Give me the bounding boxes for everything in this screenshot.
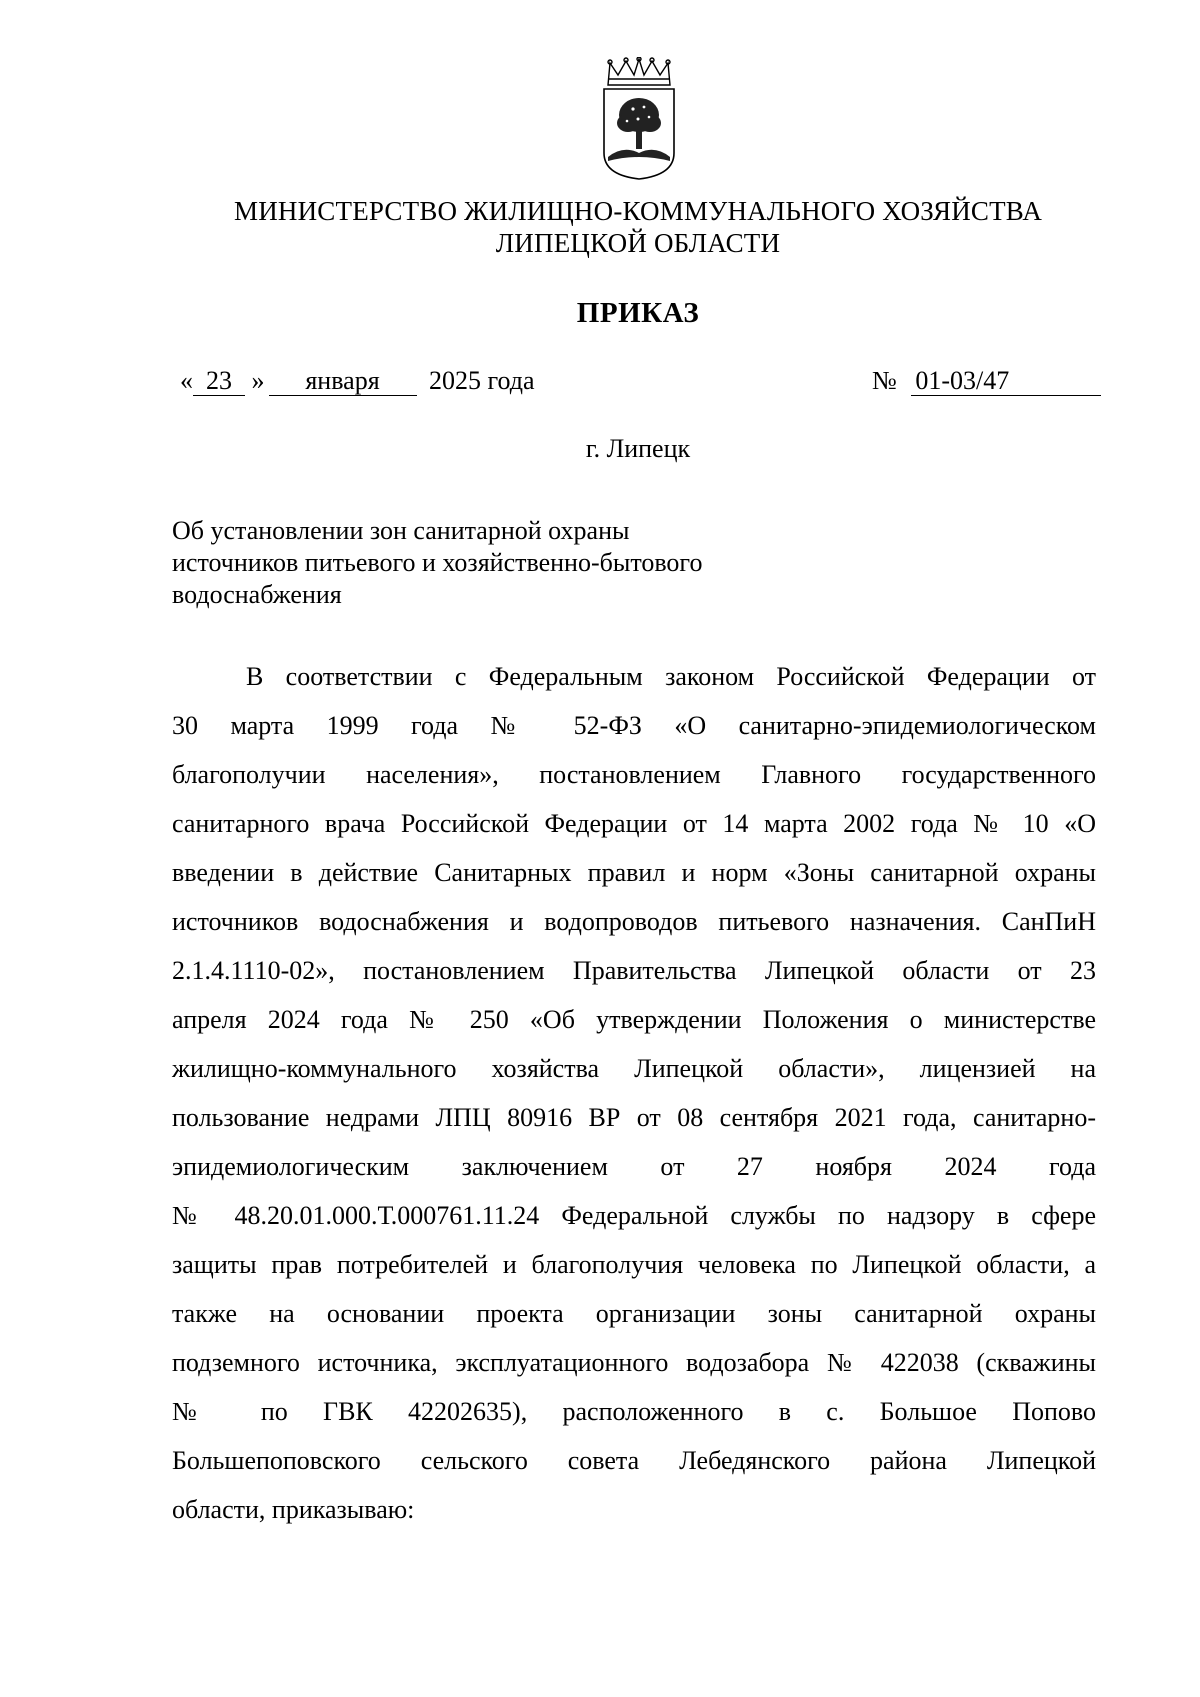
body-line: эпидемиологическим заключением от 27 ноября 2024 года [172,1152,1096,1181]
body-line: пользование недрами ЛПЦ 80916 ВР от 08 сентября 2021 года, санитарно- [172,1103,1096,1132]
subject-line: источников питьевого и хозяйственно-бытового [172,548,703,577]
date-day: 23 [193,367,245,396]
order-body [172,652,1096,1534]
body-line: № по ГВК 42202635), расположенного в с. Большое Попово [172,1397,1096,1426]
body-line: источников водоснабжения и водопроводов питьевого назначения. СанПиН [172,907,1096,936]
order-subject [172,515,812,611]
body-line: В соответствии с Федеральным законом Российской Федерации от [246,662,1096,691]
ministry-line-2: ЛИПЕЦКОЙ ОБЛАСТИ [495,228,781,258]
body-line: санитарного врача Российской Федерации от 14 марта 2002 года № 10 «О [172,809,1096,838]
order-number [872,366,1101,396]
ministry-line-1: МИНИСТЕРСТВО ЖИЛИЩНО-КОММУНАЛЬНОГО ХОЗЯЙСТВА [233,196,1043,226]
body-line: 2.1.4.1110-02», постановлением Правительства Липецкой области от 23 [172,956,1096,985]
body-line: области, приказываю: [172,1495,415,1524]
body-line: также на основании проекта организации зоны санитарной охраны [172,1299,1096,1328]
body-line: введении в действие Санитарных правил и норм «Зоны санитарной охраны [172,858,1096,887]
body-line: подземного источника, эксплуатационного водозабора № 422038 (скважины [172,1348,1096,1377]
document-type-title: ПРИКАЗ [576,297,700,329]
coat-of-arms-icon [598,57,680,181]
subject-line: Об установлении зон санитарной охраны [172,516,630,545]
body-line: Большепоповского сельского совета Лебедянского района Липецкой [172,1446,1096,1475]
body-line: № 48.20.01.000.Т.000761.11.24 Федеральной службы по надзору в сфере [172,1201,1096,1230]
date-year: 2025 года [429,366,535,395]
quote-close: » [251,366,265,395]
order-date [180,366,535,396]
body-line: благополучии населения», постановлением Главного государственного [172,760,1096,789]
date-month: января [269,367,417,396]
quote-open: « [180,366,193,395]
body-line: жилищно-коммунального хозяйства Липецкой области», лицензией на [172,1054,1096,1083]
subject-line: водоснабжения [172,580,342,609]
ministry-name [0,195,1200,259]
city-name: г. Липецк [585,434,691,463]
body-line: апреля 2024 года № 250 «Об утверждении Положения о министерстве [172,1005,1096,1034]
body-line: 30 марта 1999 года № 52-ФЗ «О санитарно-эпидемиологическом [172,711,1096,740]
order-number-value: 01-03/47 [911,367,1101,396]
number-sign: № [872,366,897,395]
body-line: защиты прав потребителей и благополучия человека по Липецкой области, а [172,1250,1096,1279]
